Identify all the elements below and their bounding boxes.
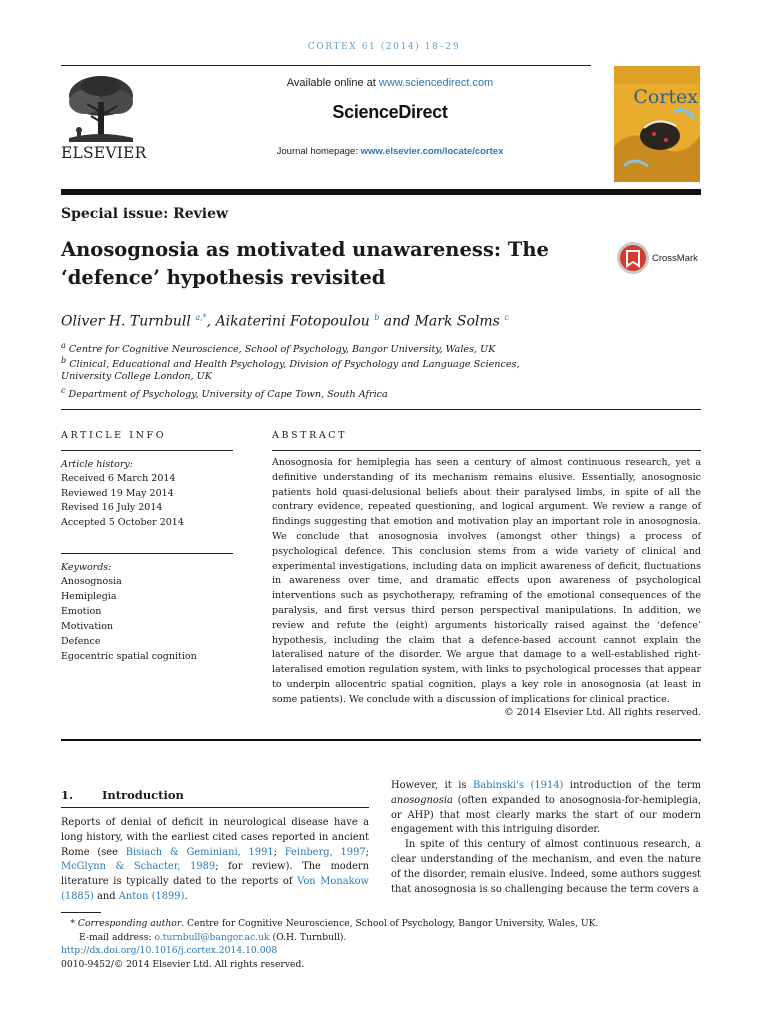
text-run: introduction of the term bbox=[563, 780, 701, 791]
affiliation-mark: a bbox=[61, 341, 66, 350]
issn-line: 0010-9452/© 2014 Elsevier Ltd. All rights reserved. bbox=[61, 958, 305, 970]
divider bbox=[61, 739, 701, 741]
section-heading bbox=[61, 788, 184, 802]
citation-link[interactable]: Feinberg, 1997 bbox=[284, 846, 366, 858]
author-separator: , bbox=[206, 313, 216, 330]
keywords-label: Keywords: bbox=[61, 562, 112, 573]
citation-link[interactable]: Von Monakow (1885) bbox=[61, 876, 369, 902]
affiliation-text: Clinical, Educational and Health Psychology, Division of Psychology and Language Sciences, bbox=[69, 359, 520, 371]
footnote-marker: * bbox=[70, 918, 75, 929]
author-name[interactable]: Oliver H. Turnbull bbox=[61, 313, 191, 330]
article-info-heading: ARTICLE INFO bbox=[61, 430, 167, 441]
corresponding-label: Corresponding author bbox=[77, 918, 182, 929]
divider bbox=[61, 807, 369, 808]
affiliation-text: Department of Psychology, University of Cape Town, South Africa bbox=[68, 389, 388, 401]
abstract-body: Anosognosia for hemiplegia has seen a century of almost continuous research, yet a definitive understanding of its mechanism remains elusive. Essentially, anosognosic patients hold quasi-delusional beliefs about their paralysed limbs, in spite of all the contrary evidence, repeated questioning, and logical argument. We review a range of findings suggesting that emotion and motivation play an important role in anosognosia. We conclude that anosognosia involves (amongst other things) a process of psychological defence. This conclusion stems from a wide variety of clinical and experimental investigations, including data on implicit awareness of deficit, fluctuations in awareness over time, and dramatic effects upon awareness of psychological interventions such as psychotherapy, reframing of the emotional consequences of the paralysis, and first versus third person perspectival manipulations. In addition, we review and refute the (eight) arguments historically raised against the ‘defence’ hypothesis, including the claim that a defence-based account cannot explain the lateralised nature of the disorder. We argue that damage to a well-established right-lateralised emotion regulation system, with links to psychological processes that appear to underpin allocentric spatial cognition, plays a key role in anosognosia (at least in some patients). We conclude with a discussion of implications for clinical practice. bbox=[272, 457, 701, 705]
email-suffix: (O.H. Turnbull). bbox=[269, 931, 347, 943]
affiliation-mark: c bbox=[61, 386, 66, 395]
abstract-copyright: © 2014 Elsevier Ltd. All rights reserved. bbox=[504, 707, 701, 718]
italic-term: anosognosia bbox=[391, 794, 453, 806]
affiliation-text: Centre for Cognitive Neuroscience, School of Psychology, Bangor University, Wales, UK bbox=[68, 344, 496, 356]
email-prefix: E-mail address: bbox=[79, 931, 155, 943]
divider bbox=[272, 450, 701, 451]
body-paragraph bbox=[391, 779, 701, 838]
homepage-prefix: Journal homepage: bbox=[276, 146, 361, 157]
author-list bbox=[61, 313, 509, 330]
body-column-right bbox=[391, 779, 701, 897]
keyword-item: Motivation bbox=[61, 621, 114, 632]
history-item: Accepted 5 October 2014 bbox=[61, 517, 184, 528]
text-run: ; bbox=[365, 846, 369, 858]
sciencedirect-title: ScienceDirect bbox=[332, 102, 448, 122]
history-label: Article history: bbox=[61, 459, 133, 470]
citation-link[interactable]: Babinski's (1914) bbox=[473, 780, 564, 791]
text-run: Reports of denial of deficit in neurological disease have a long history, with the earliest cited cases reported in ancient Rome (see bbox=[61, 817, 369, 858]
journal-homepage-line bbox=[200, 146, 580, 157]
author-affiliation-marker[interactable]: c bbox=[504, 313, 509, 322]
keyword-item: Anosognosia bbox=[61, 576, 122, 587]
history-item: Received 6 March 2014 bbox=[61, 473, 176, 484]
affiliation bbox=[61, 341, 495, 355]
journal-reference: CORTEX 61 (2014) 18–29 bbox=[307, 42, 461, 52]
history-item: Reviewed 19 May 2014 bbox=[61, 488, 174, 499]
author-separator: and bbox=[379, 313, 415, 330]
author-affiliation-marker[interactable]: a,* bbox=[195, 313, 207, 322]
header-thick-rule bbox=[61, 189, 701, 195]
email-link[interactable]: o.turnbull@bangor.ac.uk bbox=[154, 931, 270, 943]
footnote bbox=[61, 917, 701, 971]
publisher-wordmark: ELSEVIER bbox=[61, 144, 147, 162]
section-number: 1. bbox=[61, 788, 74, 802]
section-label: Special issue: Review bbox=[61, 206, 229, 222]
divider bbox=[61, 450, 233, 451]
text-run: ; for review). The modern literature is typically dated to the reports of bbox=[61, 861, 370, 888]
affiliation bbox=[61, 356, 520, 370]
author-affiliation-marker[interactable]: b bbox=[374, 313, 380, 322]
affiliation-continued bbox=[61, 371, 212, 382]
header-rule bbox=[61, 65, 591, 66]
text-run: . bbox=[184, 890, 188, 902]
cover-art-icon bbox=[614, 66, 700, 182]
text-run: However, it is bbox=[391, 780, 474, 791]
keyword-item: Defence bbox=[61, 636, 101, 647]
affiliation-text: University College London, UK bbox=[61, 371, 212, 382]
keyword-item: Hemiplegia bbox=[61, 591, 117, 602]
sciencedirect-link[interactable]: www.sciencedirect.com bbox=[378, 77, 494, 89]
corresponding-author-note bbox=[61, 917, 701, 931]
journal-homepage-link[interactable]: www.elsevier.com/locate/cortex bbox=[360, 146, 504, 157]
body-paragraph bbox=[61, 816, 369, 905]
doi-link[interactable]: http://dx.doi.org/10.1016/j.cortex.2014.10.008 bbox=[61, 945, 278, 957]
citation-link[interactable]: Bisiach & Geminiani, 1991 bbox=[125, 846, 274, 858]
corresponding-text: . Centre for Cognitive Neuroscience, School of Psychology, Bangor University, Wales, UK. bbox=[181, 918, 599, 929]
footnote-rule bbox=[61, 912, 101, 913]
cover-title: Cortex bbox=[633, 86, 698, 108]
affiliation-mark: b bbox=[61, 356, 67, 365]
divider bbox=[61, 553, 233, 554]
text-run: ; bbox=[273, 846, 285, 858]
author-name[interactable]: Aikaterini Fotopoulou bbox=[215, 313, 370, 330]
keyword-item: Emotion bbox=[61, 606, 102, 617]
text-run: and bbox=[93, 890, 119, 902]
keyword-item: Egocentric spatial cognition bbox=[61, 651, 197, 662]
crossmark-label[interactable]: CrossMark bbox=[652, 253, 698, 264]
affiliation bbox=[61, 386, 388, 400]
keyword-list bbox=[61, 574, 197, 664]
available-prefix: Available online at bbox=[286, 77, 379, 89]
available-online-line bbox=[200, 77, 580, 89]
abstract-heading: ABSTRACT bbox=[272, 430, 348, 441]
history-item: Revised 16 July 2014 bbox=[61, 502, 163, 513]
journal-cover-image bbox=[614, 66, 700, 182]
email-line bbox=[61, 931, 701, 945]
section-title: Introduction bbox=[102, 788, 184, 802]
body-paragraph: In spite of this century of almost continuous research, a clear understanding of the mechanism, and even the nature of the disorder, remain elusive. Indeed, some authors suggest that anosognosia is so challenging because the term covers a bbox=[391, 839, 701, 895]
divider bbox=[61, 409, 701, 410]
author-name[interactable]: Mark Solms bbox=[414, 313, 500, 330]
article-title: Anosognosia as motivated unawareness: The ‘defence’ hypothesis revisited bbox=[61, 238, 549, 289]
citation-link[interactable]: McGlynn & Schacter, 1989 bbox=[61, 861, 216, 873]
citation-link[interactable]: Anton (1899) bbox=[118, 890, 185, 902]
text-run: (often expanded to anosognosia-for-hemiplegia, or AHP) that most clearly marks the start of our modern engagement with this intriguing disorder. bbox=[391, 794, 701, 836]
